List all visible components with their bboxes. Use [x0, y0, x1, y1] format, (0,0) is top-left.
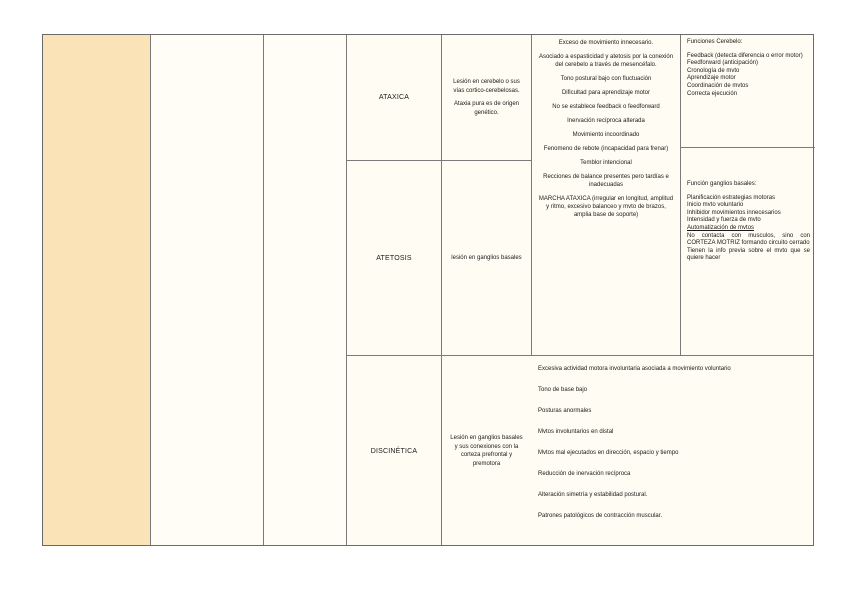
sign-item: MARCHA ATAXICA (irregular en longitud, amplitud y ritmo, excesivo balanceo y mvto de brazos, amplia base de soporte)	[538, 196, 674, 218]
sign-item: Inervación recíproca alterada	[567, 118, 645, 124]
sign-item: Tono de base bajo	[538, 387, 588, 393]
sign-item: Asociado a espasticidad y atetosis por la conexión del cerebelo a través de mesencéfalo.	[538, 54, 674, 68]
cause-text: Lesión en cerebelo o sus vías cortico-cerebelosas.	[453, 79, 520, 94]
function-item: Cronología de mvto	[687, 67, 740, 74]
sign-item: Fenomeno de rebote (incapacidad para frenar)	[543, 146, 669, 152]
cause-text: lesión en ganglios basales	[451, 254, 522, 261]
sign-item: No se establece feedback o feedforward	[552, 104, 660, 110]
sign-item: Reducción de inervación recíproca	[538, 471, 631, 477]
sign-item: Temblor intencional	[580, 160, 632, 166]
divider	[150, 35, 151, 545]
cause-text: Ataxia pura es de origen genético.	[453, 101, 520, 116]
discinetica-signs	[532, 356, 815, 546]
function-item: Intensidad y fuerza de mvto	[687, 217, 761, 224]
divider	[263, 35, 264, 545]
cause-ataxica	[442, 35, 531, 160]
sign-item: Mvtos involuntarios en distal	[538, 429, 614, 435]
cause-discinetica	[442, 356, 531, 546]
function-item: Automatización de mvtos	[687, 224, 755, 231]
sign-item: Movimiento incoordinado	[572, 132, 640, 138]
sign-item: Excesiva actividad motora involuntaria asociada a movimiento voluntario	[538, 366, 731, 372]
function-item: Feedforward (anticipación)	[687, 60, 759, 67]
section-title: Función ganglios basales:	[687, 181, 757, 187]
sign-item: Patrones patológicos de contracción muscular.	[538, 513, 663, 519]
sign-item: Exceso de movimiento innecesario.	[558, 40, 654, 46]
sign-item: Dificultad para aprendizaje motor	[561, 90, 651, 96]
sign-item: Alteración simetría y estabilidad postural.	[538, 492, 648, 498]
classification-table	[42, 34, 814, 546]
sign-item: Tono postural bajo con fluctuación	[560, 76, 652, 82]
function-item: Inicio mvto voluntario	[687, 202, 744, 209]
function-item: Planificación estrategias motoras	[687, 194, 776, 201]
empty-column-3	[264, 35, 346, 545]
sign-item: Recciones de balance presentes pero tardías e inadecuadas	[543, 174, 669, 188]
type-ataxica: ATAXICA	[378, 94, 410, 101]
section-title: Funciones Cerebelo:	[687, 39, 743, 45]
type-atetosis: ATETOSIS	[376, 254, 412, 262]
function-item: No contacta con musculos, sino con CORTEZA MOTRIZ formando circuito cerrado	[687, 232, 810, 247]
shared-signs	[532, 35, 680, 355]
cerebelo-functions	[681, 35, 815, 147]
sign-item: Mvtos mal ejecutados en dirección, espacio y tiempo	[538, 450, 679, 456]
ganglios-functions	[681, 177, 815, 355]
empty-column-2	[151, 35, 263, 545]
divider	[681, 147, 815, 148]
type-discinetica: DISCINÉTICA	[370, 447, 418, 455]
cause-atetosis	[442, 161, 531, 355]
function-item: Coordinación de mvtos	[687, 82, 749, 89]
function-item: Inhibidor movimientos innecesarios	[687, 209, 781, 216]
function-item: Correcta ejecución	[687, 90, 738, 97]
sign-item: Posturas anormales	[538, 408, 592, 414]
function-item: Feedback (detecta diferencia o error motor)	[687, 52, 803, 59]
function-item: Tienen la info previa sobre el mvto que se quiere hacer	[687, 247, 810, 262]
function-item: Aprendizaje motor	[687, 75, 736, 82]
cause-text: Lesión en ganglios basales y sus conexiones con la corteza prefrontal y premotora	[450, 435, 523, 467]
empty-column-1	[43, 35, 150, 545]
